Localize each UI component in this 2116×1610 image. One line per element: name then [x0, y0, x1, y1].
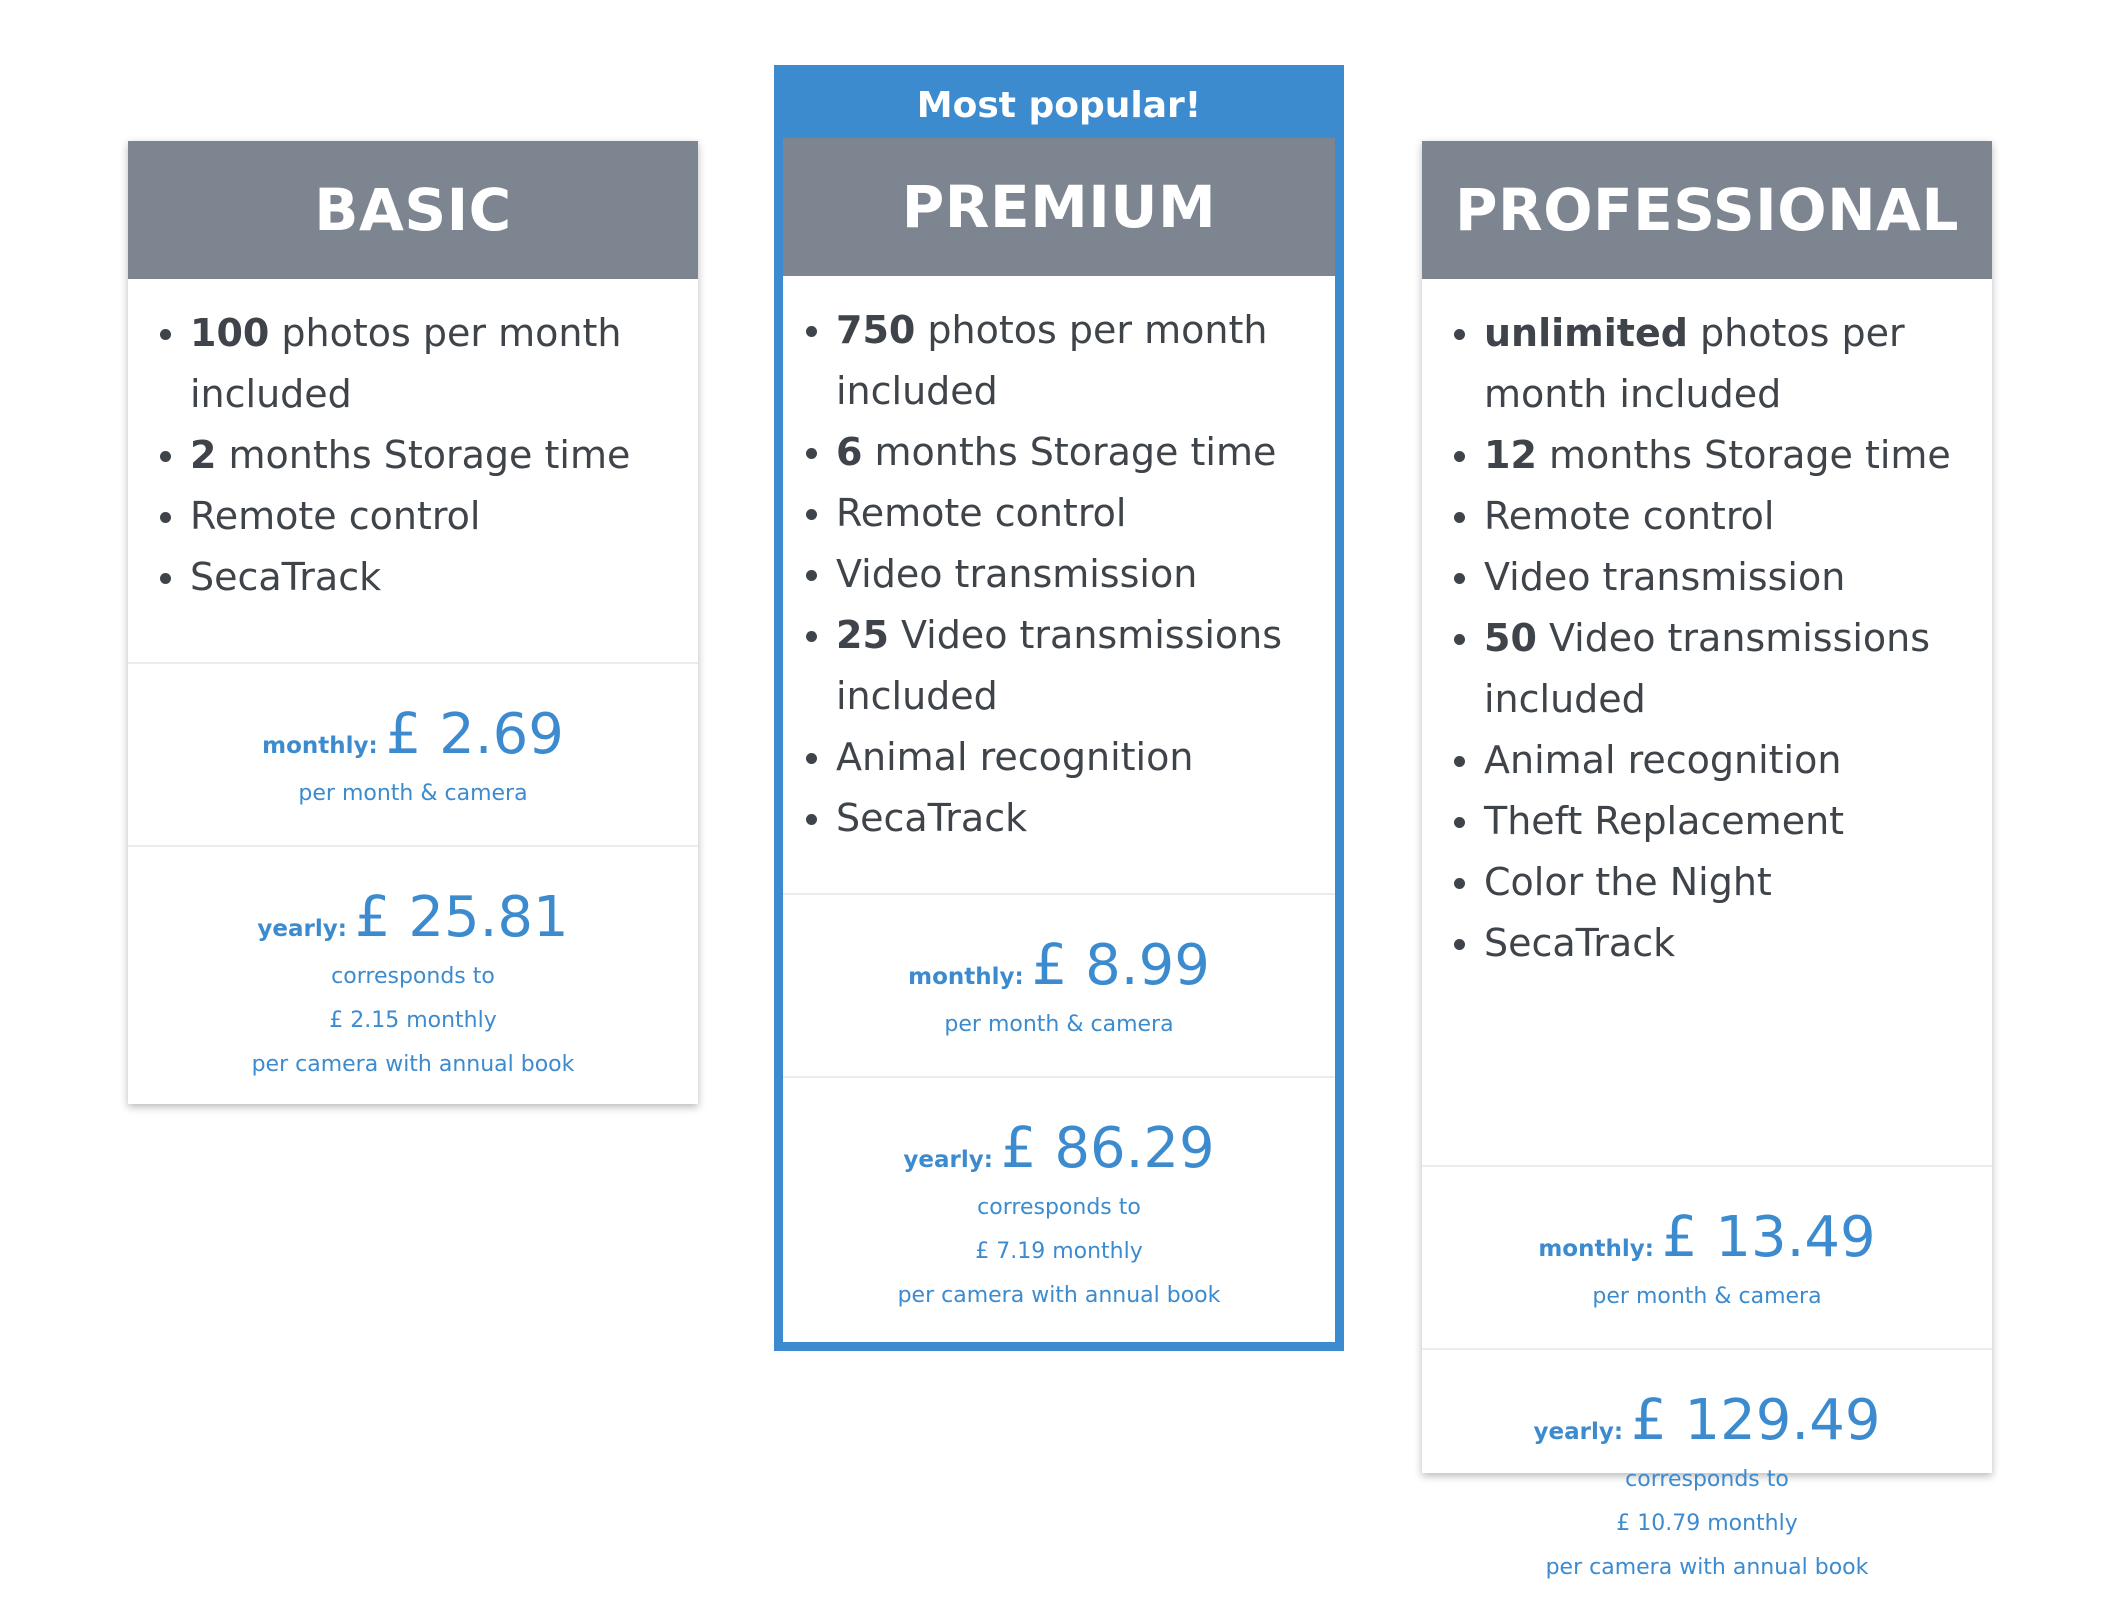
monthly-price-block[interactable] [128, 664, 698, 845]
plan-card-professional[interactable] [1422, 141, 1992, 1580]
monthly-note: per month & camera [944, 1012, 1174, 1037]
feature-list-container [1422, 279, 1992, 1165]
feature-list-container [128, 279, 698, 662]
plan-title-professional: PROFESSIONAL [1422, 141, 1992, 279]
monthly-note: per month & camera [1592, 1284, 1822, 1309]
monthly-label: monthly: [908, 964, 1024, 990]
feature-item: Color the Night [1484, 852, 1992, 913]
feature-item: 12 months Storage time [1484, 425, 1992, 486]
monthly-label: monthly: [1538, 1236, 1654, 1262]
most-popular-badge: Most popular! [783, 74, 1335, 138]
yearly-price-block[interactable] [128, 847, 698, 1107]
yearly-note-monthly: £ 10.79 monthly [1616, 1511, 1798, 1536]
feature-list [128, 279, 698, 608]
yearly-price: £ 86.29 [1000, 1116, 1215, 1181]
plan-title-basic: BASIC [128, 141, 698, 279]
yearly-note-annual: per camera with annual book [1545, 1555, 1869, 1580]
feature-item: Animal recognition [1484, 730, 1992, 791]
feature-item: 25 Video transmissions included [836, 605, 1335, 727]
monthly-note: per month & camera [298, 781, 528, 806]
feature-item: 6 months Storage time [836, 422, 1335, 483]
yearly-note-monthly: £ 2.15 monthly [329, 1008, 497, 1033]
yearly-price-block[interactable] [783, 1078, 1335, 1338]
yearly-price: £ 129.49 [1631, 1388, 1881, 1453]
feature-item: 2 months Storage time [190, 425, 698, 486]
plan-card-premium[interactable] [774, 65, 1344, 1351]
yearly-note-corresponds: corresponds to [1625, 1467, 1789, 1492]
feature-item: Remote control [1484, 486, 1992, 547]
feature-item: Remote control [836, 483, 1335, 544]
feature-item: Video transmission [1484, 547, 1992, 608]
feature-list-container [783, 276, 1335, 893]
feature-item: Video transmission [836, 544, 1335, 605]
yearly-note-corresponds: corresponds to [977, 1195, 1141, 1220]
plan-title-premium: PREMIUM [783, 138, 1335, 276]
feature-item: Animal recognition [836, 727, 1335, 788]
monthly-price: £ 13.49 [1661, 1205, 1876, 1270]
feature-item: SecaTrack [836, 788, 1335, 849]
yearly-label: yearly: [903, 1147, 993, 1173]
feature-item: 50 Video transmissions included [1484, 608, 1992, 730]
monthly-price-block[interactable] [783, 895, 1335, 1076]
monthly-price: £ 8.99 [1031, 933, 1210, 998]
feature-item: Theft Replacement [1484, 791, 1992, 852]
feature-item: 100 photos per month included [190, 303, 698, 425]
feature-item: unlimited photos per month included [1484, 303, 1992, 425]
feature-item: 750 photos per month included [836, 300, 1335, 422]
monthly-price: £ 2.69 [385, 702, 564, 767]
yearly-note-monthly: £ 7.19 monthly [975, 1239, 1143, 1264]
feature-list [783, 276, 1335, 849]
monthly-price-block[interactable] [1422, 1167, 1992, 1348]
yearly-label: yearly: [257, 916, 347, 942]
plan-card-basic[interactable] [128, 141, 698, 1104]
feature-item: SecaTrack [190, 547, 698, 608]
yearly-label: yearly: [1533, 1419, 1624, 1445]
feature-item: SecaTrack [1484, 913, 1992, 974]
monthly-label: monthly: [262, 733, 378, 759]
yearly-note-corresponds: corresponds to [331, 964, 495, 989]
yearly-note-annual: per camera with annual book [897, 1283, 1221, 1308]
yearly-note-annual: per camera with annual book [251, 1052, 575, 1077]
feature-item: Remote control [190, 486, 698, 547]
yearly-price-block[interactable] [1422, 1350, 1992, 1610]
yearly-price: £ 25.81 [354, 885, 569, 950]
feature-list [1422, 279, 1992, 974]
